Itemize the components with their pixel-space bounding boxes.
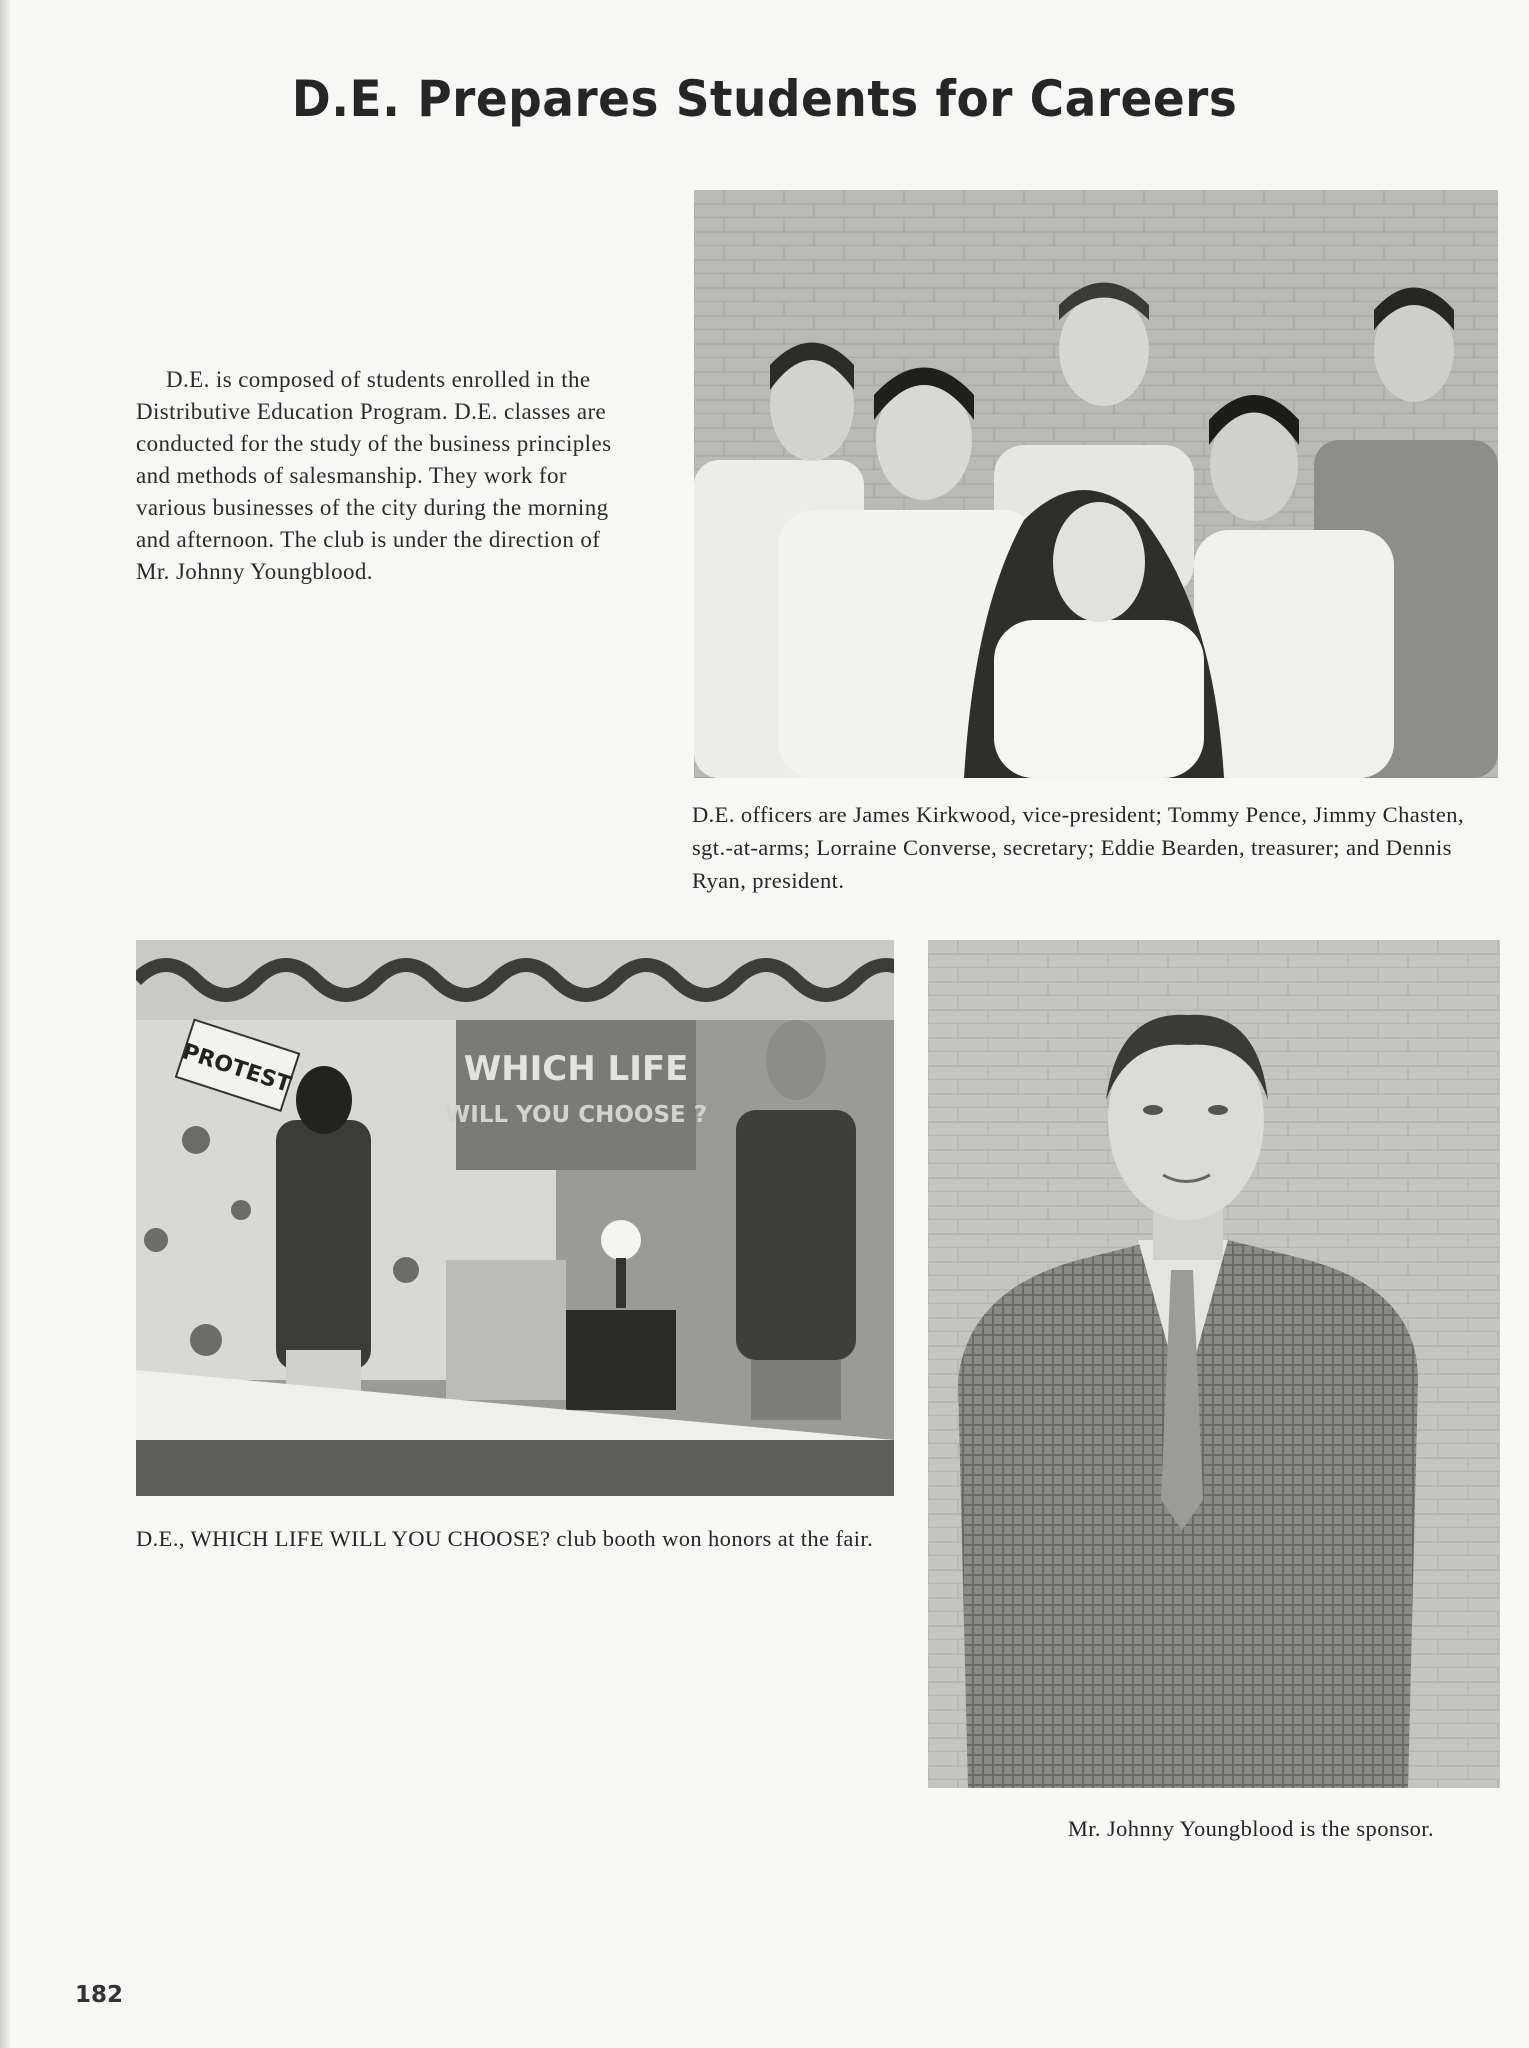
sponsor-caption: Mr. Johnny Youngblood is the sponsor.	[1067, 1816, 1434, 1841]
booth-photo	[136, 940, 894, 1496]
page-title: D.E. Prepares Students for Careers	[291, 70, 1238, 128]
intro-paragraph: D.E. is composed of students enrolled in the Distributive Education Program. D.E. classes are conducted for the study of the business principles and methods of salesmanship. They work for various businesses of the city during the morning and afternoon. The club is under the direction of Mr. Johnny Youngblood.	[136, 367, 612, 584]
page-number: 182	[75, 1982, 124, 2008]
page-edge	[0, 0, 10, 2048]
protest-sign-text: PROTEST	[179, 1039, 294, 1098]
officers-photo	[694, 190, 1498, 778]
officers-caption: D.E. officers are James Kirkwood, vice-president; Tommy Pence, Jimmy Chasten, sgt.-at-arms; Lorraine Converse, secretary; Eddie Bearden, treasurer; and Dennis Ryan, president.	[692, 802, 1464, 893]
booth-caption: D.E., WHICH LIFE WILL YOU CHOOSE? club booth won honors at the fair.	[136, 1526, 874, 1551]
booth-sign-line2: WILL YOU CHOOSE ?	[444, 1102, 708, 1128]
booth-sign-line1: WHICH LIFE	[463, 1049, 689, 1089]
sponsor-photo	[928, 940, 1500, 1788]
